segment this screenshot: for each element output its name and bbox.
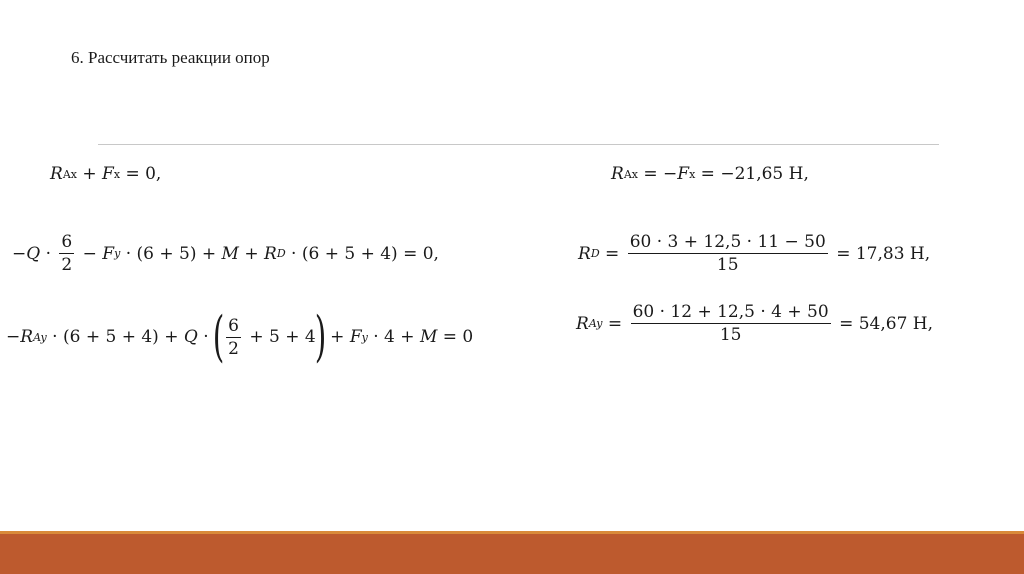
equation-moment-d: − R Ay · (6 + 5 + 4) + Q · ( $\frac{6}{2}$ + 5 + 4 ) + F y · 4 + M = 0 bbox=[6, 305, 474, 368]
section-heading: 6. Рассчитать реакции опор bbox=[71, 48, 270, 67]
result-r-ax: R Ax = − F x = −21,65 Н, bbox=[611, 164, 809, 184]
fraction: $\frac{60 \cdot 12 + 12,5 \cdot 4 + 50}{15}$ bbox=[632, 302, 829, 345]
divider bbox=[98, 144, 939, 145]
fraction: $\frac{6}{2}$ bbox=[61, 232, 73, 275]
result-r-ay: R Ay = $\frac{60 \cdot 12 + 12,5 \cdot 4 + 50}{15}$ = 54,67 Н, bbox=[576, 302, 934, 345]
fraction: $\frac{6}{2}$ bbox=[228, 315, 239, 359]
equation-sum-x: R Ax + F x = 0, bbox=[50, 164, 162, 184]
footer-bar bbox=[0, 534, 1024, 574]
equation-moment-a: − Q · $\frac{6}{2}$ − F y · (6 + 5) + M + R D · (6 + 5 + 4) = 0, bbox=[12, 232, 439, 275]
result-r-d: R D = $\frac{60 \cdot 3 + 12,5 \cdot 11 - 50}{15}$ = 17,83 Н, bbox=[578, 232, 931, 275]
fraction: $\frac{60 \cdot 3 + 12,5 \cdot 11 - 50}{15}$ bbox=[629, 232, 826, 275]
